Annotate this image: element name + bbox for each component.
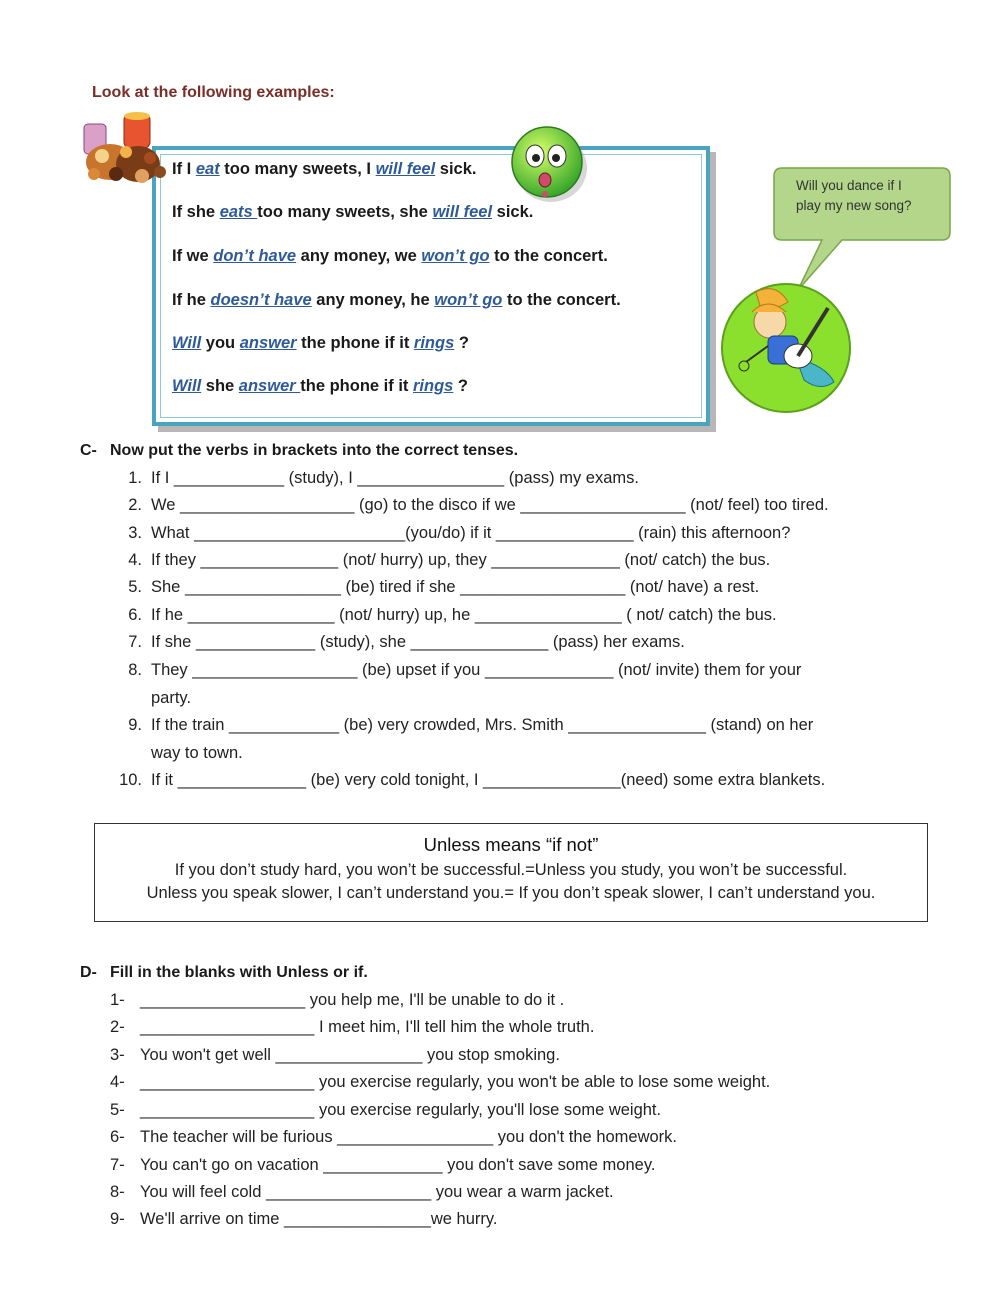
verb-phrase: rings — [413, 377, 454, 395]
intro-heading: Look at the following examples: — [92, 84, 335, 101]
unless-title: Unless means “if not” — [423, 834, 599, 855]
example-sentence — [172, 334, 469, 353]
section-d-label: D- — [80, 964, 97, 981]
girl-guitar-illustration — [716, 282, 856, 414]
sentence-text: If he — [172, 291, 211, 309]
exercise-sentence: If it ______________ (be) very cold tonight, I _______________(need) some extra blankets. — [151, 771, 826, 789]
exercise-number: 9. — [128, 716, 142, 734]
sentence-text: to the concert. — [489, 247, 608, 265]
sentence-text: any money, we — [296, 247, 422, 265]
verb-phrase: rings — [413, 334, 455, 352]
exercise-number: 8. — [128, 661, 142, 679]
section-d-title: Fill in the blanks with Unless or if. — [110, 964, 368, 981]
exercise-sentence: She _________________ (be) tired if she __________________ (not/ have) a rest. — [151, 578, 760, 596]
exercise-number: 10. — [119, 771, 142, 789]
exercise-number: 9- — [110, 1210, 125, 1228]
exercise-number: 6. — [128, 606, 142, 624]
verb-phrase: answer — [238, 377, 301, 395]
exercise-number: 3. — [128, 524, 142, 542]
exercise-sentence: You will feel cold __________________ you wear a warm jacket. — [140, 1183, 614, 1201]
exercise-number: 4. — [128, 551, 142, 569]
sick-face-icon — [505, 120, 593, 206]
verb-phrase: Will — [172, 334, 202, 352]
verb-phrase: will feel — [375, 160, 436, 178]
exercise-sentence: If they _______________ (not/ hurry) up, they ______________ (not/ catch) the bus. — [151, 551, 771, 569]
exercise-number: 5. — [128, 578, 142, 596]
sentence-text: she — [201, 377, 239, 395]
sentence-text: ? — [453, 377, 469, 395]
sentence-text: ? — [454, 334, 469, 352]
verb-phrase: answer — [239, 334, 297, 352]
exercise-sentence: You can't go on vacation _____________ you don't save some money. — [140, 1156, 656, 1174]
exercise-number: 8- — [110, 1183, 125, 1201]
exercise-sentence: If she _____________ (study), she _______________ (pass) her exams. — [151, 633, 685, 651]
verb-phrase: don’t have — [213, 247, 297, 265]
sentence-text: sick. — [435, 160, 477, 178]
verb-phrase: doesn’t have — [210, 291, 312, 309]
verb-phrase: won’t go — [434, 291, 503, 309]
sentence-text: too many sweets, I — [219, 160, 376, 178]
exercise-number: 5- — [110, 1101, 125, 1119]
exercise-number: 7- — [110, 1156, 125, 1174]
verb-phrase: Will — [172, 377, 202, 395]
exercise-sentence: If I ____________ (study), I ________________ (pass) my exams. — [151, 469, 639, 487]
verb-phrase: won’t go — [421, 247, 490, 265]
exercise-sentence: The teacher will be furious _________________ you don't the homework. — [140, 1128, 678, 1146]
verb-phrase: eats — [219, 203, 258, 221]
sentence-text: If I — [172, 160, 196, 178]
exercise-sentence: They __________________ (be) upset if you ______________ (not/ invite) them for your — [151, 661, 802, 679]
verb-phrase: will feel — [432, 203, 493, 221]
exercise-sentence: ___________________ I meet him, I'll tell him the whole truth. — [140, 1018, 595, 1036]
sentence-text: the phone if it — [296, 334, 414, 352]
exercise-sentence: __________________ you help me, I'll be unable to do it . — [140, 991, 565, 1009]
exercise-sentence: If he ________________ (not/ hurry) up, he ________________ ( not/ catch) the bus. — [151, 606, 777, 624]
speech-bubble-text: Will you dance if I play my new song? — [796, 178, 912, 213]
verb-phrase: eat — [195, 160, 220, 178]
exercise-number: 1- — [110, 991, 125, 1009]
sentence-text: If we — [172, 247, 214, 265]
sweets-illustration — [80, 112, 172, 194]
exercise-sentence: If the train ____________ (be) very crowded, Mrs. Smith _______________ (stand) on her — [151, 716, 814, 734]
exercise-number: 6- — [110, 1128, 125, 1146]
section-c-label: C- — [80, 442, 97, 459]
sentence-text: sick. — [492, 203, 534, 221]
example-sentence — [172, 377, 468, 396]
section-c-title: Now put the verbs in brackets into the correct tenses. — [110, 442, 519, 459]
exercise-number: 7. — [128, 633, 142, 651]
sentence-text: to the concert. — [502, 291, 621, 309]
exercise-sentence: We ___________________ (go) to the disco if we __________________ (not/ feel) too tired. — [151, 496, 829, 514]
exercise-sentence-continued: party. — [151, 689, 192, 707]
unless-example-2: Unless you speak slower, I can’t understand you.= If you don’t speak slower, I can’t understand you. — [146, 884, 876, 902]
sentence-text: too many sweets, she — [257, 203, 433, 221]
exercise-number: 3- — [110, 1046, 125, 1064]
unless-example-1: If you don’t study hard, you won’t be successful.=Unless you study, you won’t be successful. — [174, 861, 848, 879]
unless-box — [94, 823, 928, 922]
example-sentence — [172, 203, 533, 222]
sentence-text: the phone if it — [300, 377, 413, 395]
exercise-sentence: What _______________________(you/do) if it _______________ (rain) this afternoon? — [151, 524, 791, 542]
exercise-number: 2- — [110, 1018, 125, 1036]
exercise-number: 2. — [128, 496, 142, 514]
sentence-text: you — [201, 334, 240, 352]
exercise-sentence-continued: way to town. — [151, 744, 243, 762]
exercise-sentence: You won't get well ________________ you stop smoking. — [140, 1046, 560, 1064]
exercise-sentence: ___________________ you exercise regularly, you'll lose some weight. — [140, 1101, 662, 1119]
example-sentence — [172, 247, 608, 266]
exercise-number: 1. — [128, 469, 142, 487]
exercise-sentence: ___________________ you exercise regularly, you won't be able to lose some weight. — [140, 1073, 771, 1091]
exercise-sentence: We'll arrive on time ________________we hurry. — [140, 1210, 498, 1228]
example-sentence — [172, 160, 477, 179]
exercise-number: 4- — [110, 1073, 125, 1091]
sentence-text: If she — [172, 203, 220, 221]
sentence-text: any money, he — [311, 291, 435, 309]
example-sentence — [172, 291, 621, 310]
